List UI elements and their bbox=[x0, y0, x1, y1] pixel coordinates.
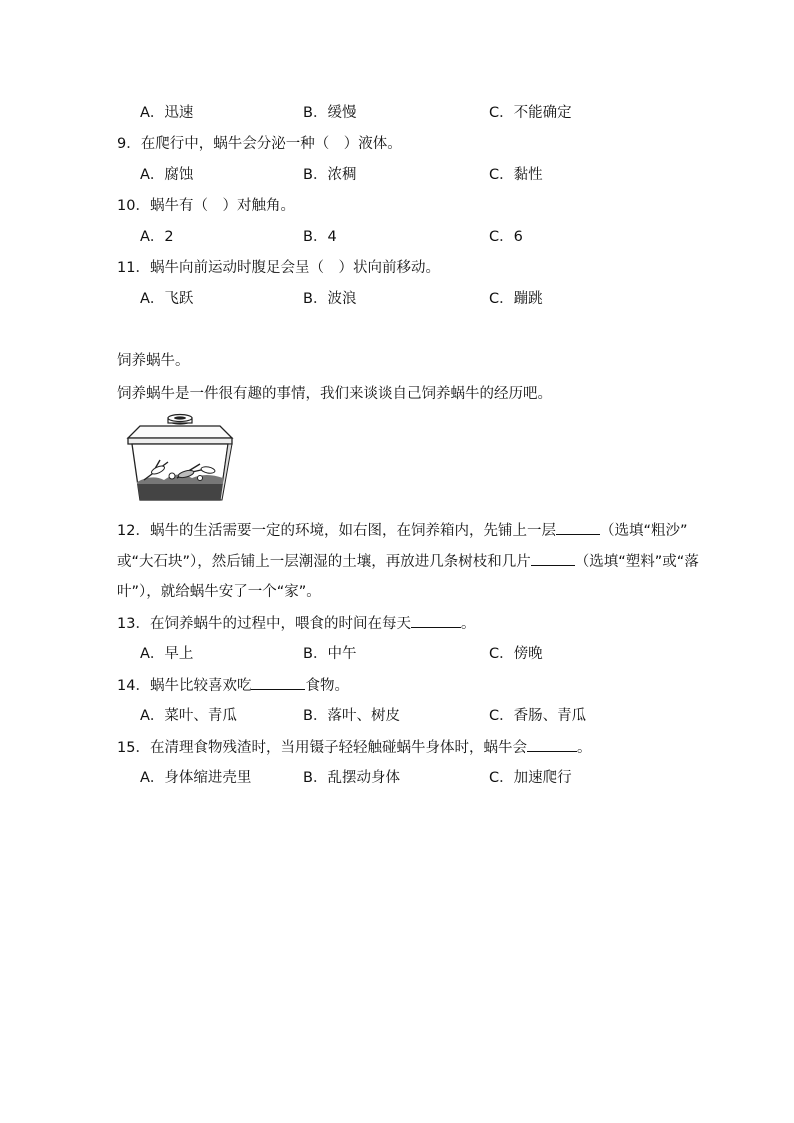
q9-stem: 9．在爬行中，蜗牛会分泌一种（ ）液体。 bbox=[117, 136, 402, 152]
q9-option-a: A．腐蚀 bbox=[140, 167, 194, 183]
q14-option-a: A．菜叶、青瓜 bbox=[140, 708, 237, 724]
q12-blank-1[interactable] bbox=[556, 520, 600, 535]
q14-blank[interactable] bbox=[251, 675, 305, 690]
q14-stem-text-b: 食物。 bbox=[305, 678, 349, 694]
q15-blank[interactable] bbox=[527, 737, 577, 752]
q9-option-b: B．浓稠 bbox=[303, 167, 357, 183]
q12-line-2-text-a: 或“大石块”），然后铺上一层潮湿的土壤，再放进几条树枝和几片 bbox=[117, 554, 531, 570]
q15-stem-text-b: 。 bbox=[576, 740, 592, 756]
q11-option-b: B．波浪 bbox=[303, 291, 357, 307]
q13-blank[interactable] bbox=[411, 613, 461, 628]
q14-option-c: C．香肠、青瓜 bbox=[489, 708, 587, 724]
q12-line-1-text-a: 12．蜗牛的生活需要一定的环境，如右图，在饲养箱内，先铺上一层 bbox=[117, 523, 556, 539]
q14-stem bbox=[117, 675, 349, 696]
q10-stem: 10．蜗牛有（ ）对触角。 bbox=[117, 198, 295, 214]
q12-line-3: 叶”），就给蜗牛安了一个“家”。 bbox=[117, 584, 321, 600]
q13-stem bbox=[117, 613, 475, 634]
q12-blank-2[interactable] bbox=[531, 551, 575, 566]
section-intro: 饲养蜗牛是一件很有趣的事情，我们来谈谈自己饲养蜗牛的经历吧。 bbox=[117, 386, 552, 402]
q12-line-2 bbox=[117, 551, 699, 572]
q14-stem-text-a: 14．蜗牛比较喜欢吃 bbox=[117, 678, 252, 694]
q15-stem-text-a: 15．在清理食物残渣时，当用镊子轻轻触碰蜗牛身体时，蜗牛会 bbox=[117, 740, 527, 756]
q9-option-c: C．黏性 bbox=[489, 167, 543, 183]
q8-option-b: B．缓慢 bbox=[303, 105, 357, 121]
q11-stem: 11．蜗牛向前运动时腹足会呈（ ）状向前移动。 bbox=[117, 260, 440, 276]
q13-option-b: B．中午 bbox=[303, 646, 357, 662]
q15-stem bbox=[117, 737, 591, 758]
q8-option-a: A．迅速 bbox=[140, 105, 194, 121]
q12-line-2-text-b: （选填“塑料”或“落 bbox=[574, 554, 699, 570]
q11-option-a: A．飞跃 bbox=[140, 291, 194, 307]
q12-line-1 bbox=[117, 520, 687, 541]
q13-option-a: A．早上 bbox=[140, 646, 194, 662]
q10-option-a: A．2 bbox=[140, 229, 174, 245]
q11-option-c: C．蹦跳 bbox=[489, 291, 543, 307]
q10-option-b: B．4 bbox=[303, 229, 337, 245]
q8-option-c: C．不能确定 bbox=[489, 105, 572, 121]
section-title: 饲养蜗牛。 bbox=[117, 353, 190, 369]
q15-option-c: C．加速爬行 bbox=[489, 770, 572, 786]
q15-option-a: A．身体缩进壳里 bbox=[140, 770, 252, 786]
q13-stem-text-b: 。 bbox=[460, 616, 476, 632]
snail-breeding-box-image bbox=[122, 412, 238, 504]
q10-option-c: C．6 bbox=[489, 229, 523, 245]
q13-stem-text-a: 13．在饲养蜗牛的过程中，喂食的时间在每天 bbox=[117, 616, 411, 632]
q15-option-b: B．乱摆动身体 bbox=[303, 770, 400, 786]
q13-option-c: C．傍晚 bbox=[489, 646, 543, 662]
q12-line-1-text-b: （选填“粗沙” bbox=[599, 523, 688, 539]
q14-option-b: B．落叶、树皮 bbox=[303, 708, 400, 724]
